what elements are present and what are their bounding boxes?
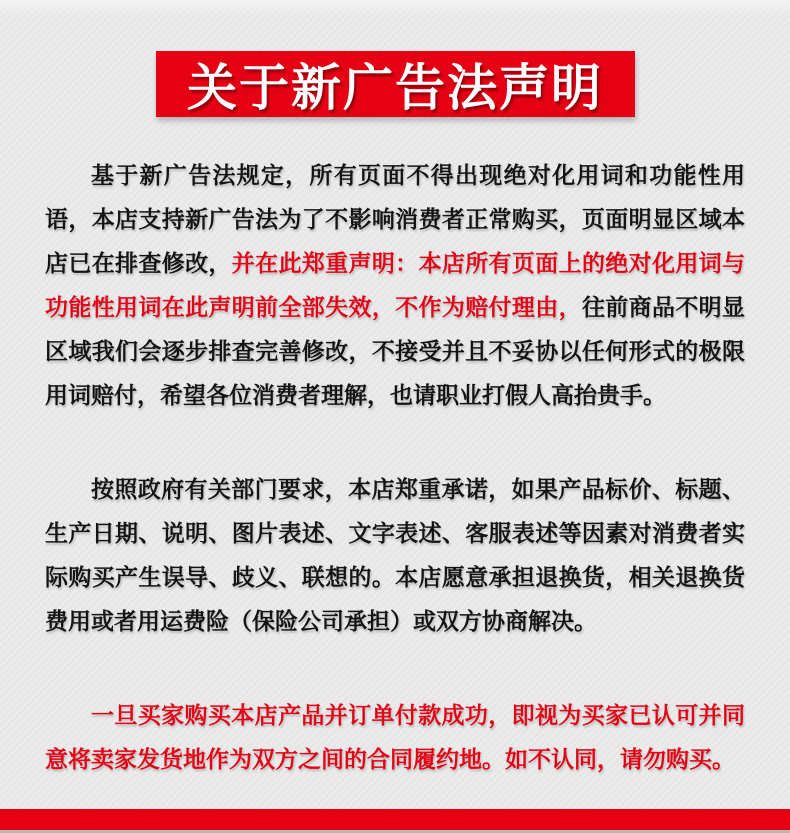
statement-text-segment: 按照政府有关部门要求，本店郑重承诺，如果产品标价、标题、生产日期、说明、图片表述、文字表述、客服表述等因素对消费者实际购买产生误导、歧义、联想的。本店愿意承担退换货，相关退换货费用或者用运费险（保险公司承担）或双方协商解决。 [45, 476, 745, 634]
statement-paragraph [45, 153, 745, 417]
statement-text-segment: 基于新广告法规定，所有页面不得出现绝对化用词和功能性用语，本店支持新广告法为了不影响消费者正常购买，页面明显区域本店已在排查修改， [45, 162, 745, 276]
statement-text-segment: 往前商品不明显区域我们会逐步排查完善修改，不接受并且不妥协以任何形式的极限用词赔付，希望各位消费者理解，也请职业打假人高抬贵手。 [45, 294, 746, 408]
statement-paragraphs [0, 153, 790, 781]
statement-paragraph [45, 693, 745, 781]
statement-banner [156, 51, 635, 117]
statement-text-segment: 一旦买家购买本店产品并订单付款成功，即视为买家已认可并同意将卖家发货地作为双方之间的合同履约地。如不认同，请勿购买。 [45, 702, 745, 772]
footer-red-bar [0, 809, 790, 830]
banner-title: 关于新广告法声明 [187, 60, 603, 116]
statement-text-segment: 并在此郑重声明：本店所有页面上的绝对化用词与功能性用词在此声明前全部失效，不作为赔付理由， [45, 250, 746, 320]
statement-paragraph [45, 467, 745, 643]
